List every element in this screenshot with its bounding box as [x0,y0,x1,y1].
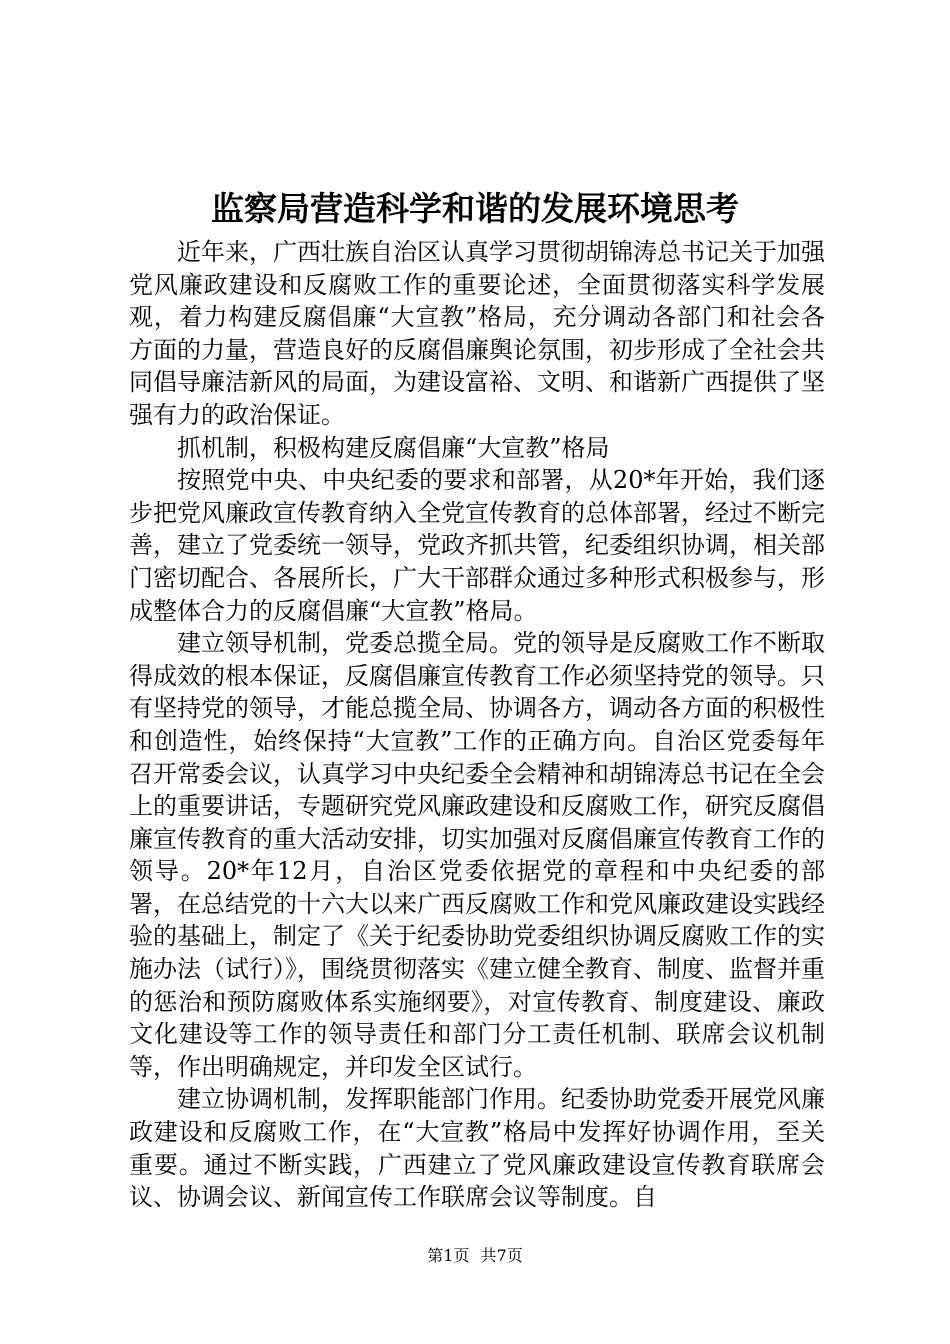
page-number: 第1页 [427,1246,470,1265]
section-heading: 抓机制，积极构建反腐倡廉“大宣教”格局 [177,433,610,462]
paragraph-framework: 按照党中央、中央纪委的要求和部署，从20*年开始，我们逐步把党风廉政宣传教育纳入全党宣传教育的总体部署，经过不断完善，建立了党委统一领导，党政齐抓共管，纪委组织协调，相关部门密切配合、各展所长，广大干部群众通过多种形式积极参与，形成整体合力的反腐倡廉“大宣教”格局。 [129,466,825,625]
document-body [129,236,825,1214]
page-footer [0,1245,950,1267]
page-count: 共7页 [480,1246,523,1265]
document-title: 监察局营造科学和谐的发展环境思考 [211,189,739,228]
paragraph-coordination: 建立协调机制，发挥职能部门作用。纪委协助党委开展党风廉政建设和反腐败工作，在“大宣教”格局中发挥好协调作用，至关重要。通过不断实践，广西建立了党风廉政建设宣传教育联席会议、协调会议、新闻宣传工作联席会议等制度。自 [129,1085,825,1212]
paragraph-leadership: 建立领导机制，党委总揽全局。党的领导是反腐败工作不断取得成效的根本保证，反腐倡廉宣传教育工作必须坚持党的领导。只有坚持党的领导，才能总揽全局、协调各方，调动各方面的积极性和创造性，始终保持“大宣教”工作的正确方向。自治区党委每年召开常委会议，认真学习中央纪委全会精神和胡锦涛总书记在全会上的重要讲话，专题研究党风廉政建设和反腐败工作，研究反腐倡廉宣传教育的重大活动安排，切实加强对反腐倡廉宣传教育工作的领导。20*年12月，自治区党委依据党的章程和中央纪委的部署，在总结党的十六大以来广西反腐败工作和党风廉政建设实践经验的基础上，制定了《关于纪委协助党委组织协调反腐败工作的实施办法（试行）》，围绕贯彻落实《建立健全教育、制度、监督并重的惩治和预防腐败体系实施纲要》，对宣传教育、制度建设、廉政文化建设等工作的领导责任和部门分工责任机制、联席会议机制等，作出明确规定，并印发全区试行。 [129,629,825,1081]
paragraph-intro: 近年来，广西壮族自治区认真学习贯彻胡锦涛总书记关于加强党风廉政建设和反腐败工作的重要论述，全面贯彻落实科学发展观，着力构建反腐倡廉“大宣教”格局，充分调动各部门和社会各方面的力量，营造良好的反腐倡廉舆论氛围，初步形成了全社会共同倡导廉洁新风的局面，为建设富裕、文明、和谐新广西提供了坚强有力的政治保证。 [129,238,825,429]
